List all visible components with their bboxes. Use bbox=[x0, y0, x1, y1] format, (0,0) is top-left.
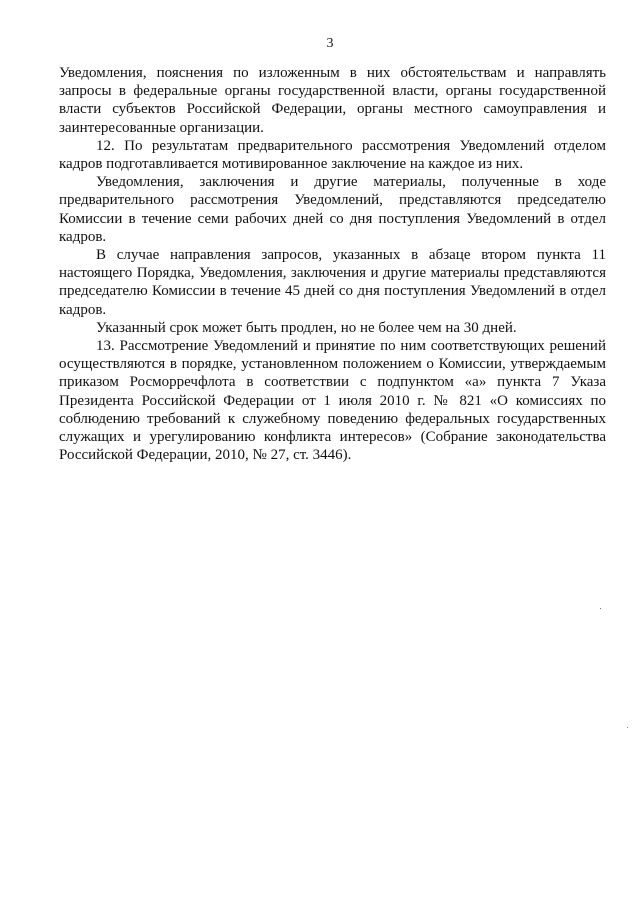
scan-speck bbox=[627, 727, 628, 728]
paragraph-continuation: Уведомления, пояснения по изложенным в них обстоятельствам и направлять запросы в федеральные органы государственной власти, органы государственной власти субъектов Российской Федерации, органы местного самоуправления и заинтересованные организации. bbox=[59, 65, 606, 136]
paragraph-item-12: 12. По результатам предварительного рассмотрения Уведомлений отделом кадров подготавливается мотивированное заключение на каждое из них. bbox=[59, 137, 606, 173]
paragraph-materials: Уведомления, заключения и другие материалы, полученные в ходе предварительного рассмотрения Уведомлений, представляются председателю Комиссии в течение семи рабочих дней со дня поступления Уведомлений в отдел кадров. bbox=[59, 174, 606, 245]
page-number: 3 bbox=[326, 36, 334, 51]
scan-speck bbox=[600, 608, 601, 609]
paragraph-item-13: 13. Рассмотрение Уведомлений и принятие по ним соответствующих решений осуществляются в порядке, установленном положением о Комиссии, утверждаемым приказом Росморречфлота в соответствии с подпунктом «а» пункта 7 Указа Президента Российской Федерации от 1 июля 2010 г. № 821 «О комиссиях по соблюдению требований к служебному поведению федеральных государственных служащих и урегулированию конфликта интересов» (Собрание законодательства Российской Федерации, 2010, № 27, ст. 3446). bbox=[59, 338, 606, 464]
document-body bbox=[59, 64, 606, 464]
paragraph-requests: В случае направления запросов, указанных в абзаце втором пункта 11 настоящего Порядка, Уведомления, заключения и другие материалы представляются председателю Комиссии в течение 45 дней со дня поступления Уведомлений в отдел кадров. bbox=[59, 247, 606, 318]
paragraph-extension: Указанный срок может быть продлен, но не более чем на 30 дней. bbox=[96, 319, 517, 336]
